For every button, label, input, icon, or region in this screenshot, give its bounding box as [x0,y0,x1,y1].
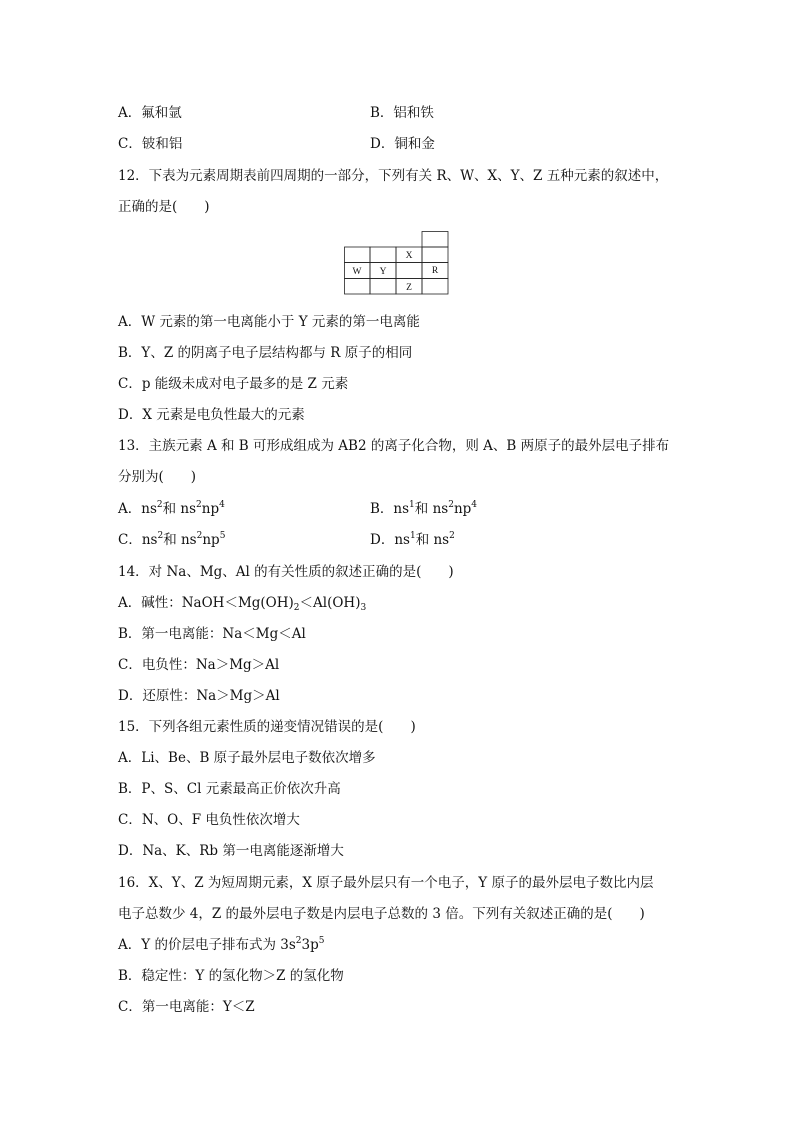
q12-option-d: D．X 元素是电负性最大的元素 [118,407,305,423]
q11-option-c: C．铍和铝 [118,136,183,152]
q15-stem: 15．下列各组元素性质的递变情况错误的是( ) [118,719,416,735]
q11-option-a: A．氟和氩 [118,105,182,121]
table-label-x: X [405,251,413,261]
table-cell-top [422,232,448,248]
table-label-r: R [431,266,439,276]
q15-option-c: C．N、O、F 电负性依次增大 [118,812,300,828]
q13-stem-line2: 分别为( ) [118,469,197,485]
q16-option-b: B．稳定性：Y 的氢化物＞Z 的氢化物 [118,968,344,984]
q12-stem-line1: 12．下表为元素周期表前四周期的一部分，下列有关 R、W、X、Y、Z 五种元素的叙述中， [118,168,669,184]
q12-stem-line2: 正确的是( ) [118,199,210,215]
q13-option-d: D．$ns^1$和 $ns^2$ [370,531,455,548]
q14-stem: 14．对 Na、Mg、Al 的有关性质的叙述正确的是( ) [118,564,454,580]
q12-option-b: B．Y、Z 的阴离子电子层结构都与 R 原子的相同 [118,345,413,361]
q13-option-b: B．$ns^1$和 $ns^2np^4$ [370,500,478,517]
q15-option-d: D．Na、K、Rb 第一电离能逐渐增大 [118,843,344,859]
q14-option-d: D．还原性：Na＞Mg＞Al [118,688,280,704]
q14-option-a: A．碱性：$NaOH<Mg(OH)_2<Al(OH)_3$ [118,595,367,613]
q16-stem-line1: 16．X、Y、Z 为短周期元素，X 原子最外层只有一个电子，Y 原子的最外层电子数比内层 [118,875,654,891]
q11-option-b: B．铝和铁 [370,105,434,121]
q16-stem-line2: 电子总数少 4，Z 的最外层电子数是内层电子总数的 3 倍。下列有关叙述正确的是( ) [118,906,645,922]
q13-option-c: C．$ns^2$和 $ns^2np^5$ [118,531,226,548]
q14-option-c: C．电负性：Na＞Mg＞Al [118,657,280,673]
table-label-w: W [352,267,362,277]
table-label-y: Y [379,267,387,277]
periodic-table-fragment [344,231,449,295]
q14-option-b: B．第一电离能：Na＜Mg＜Al [118,626,306,642]
q15-option-a: A．Li、Be、B 原子最外层电子数依次增多 [118,750,376,766]
q11-option-d: D．铜和金 [370,136,435,152]
q13-stem-line1: 13．主族元素 A 和 B 可形成组成为 AB2 的离子化合物，则 A、B 两原子的最外层电子排布 [118,438,670,454]
q12-option-a: A．W 元素的第一电离能小于 Y 元素的第一电离能 [118,314,420,330]
q16-option-c: C．第一电离能：Y＜Z [118,999,255,1015]
q16-option-a: A．Y 的价层电子排布式为 $3s^23p^5$ [118,936,325,953]
q15-option-b: B．P、S、Cl 元素最高正价依次升高 [118,781,341,797]
table-label-z: Z [406,283,412,293]
q12-option-c: C．p 能级未成对电子最多的是 Z 元素 [118,376,349,392]
q13-option-a: A．$ns^2$和 $ns^2np^4$ [118,500,225,517]
